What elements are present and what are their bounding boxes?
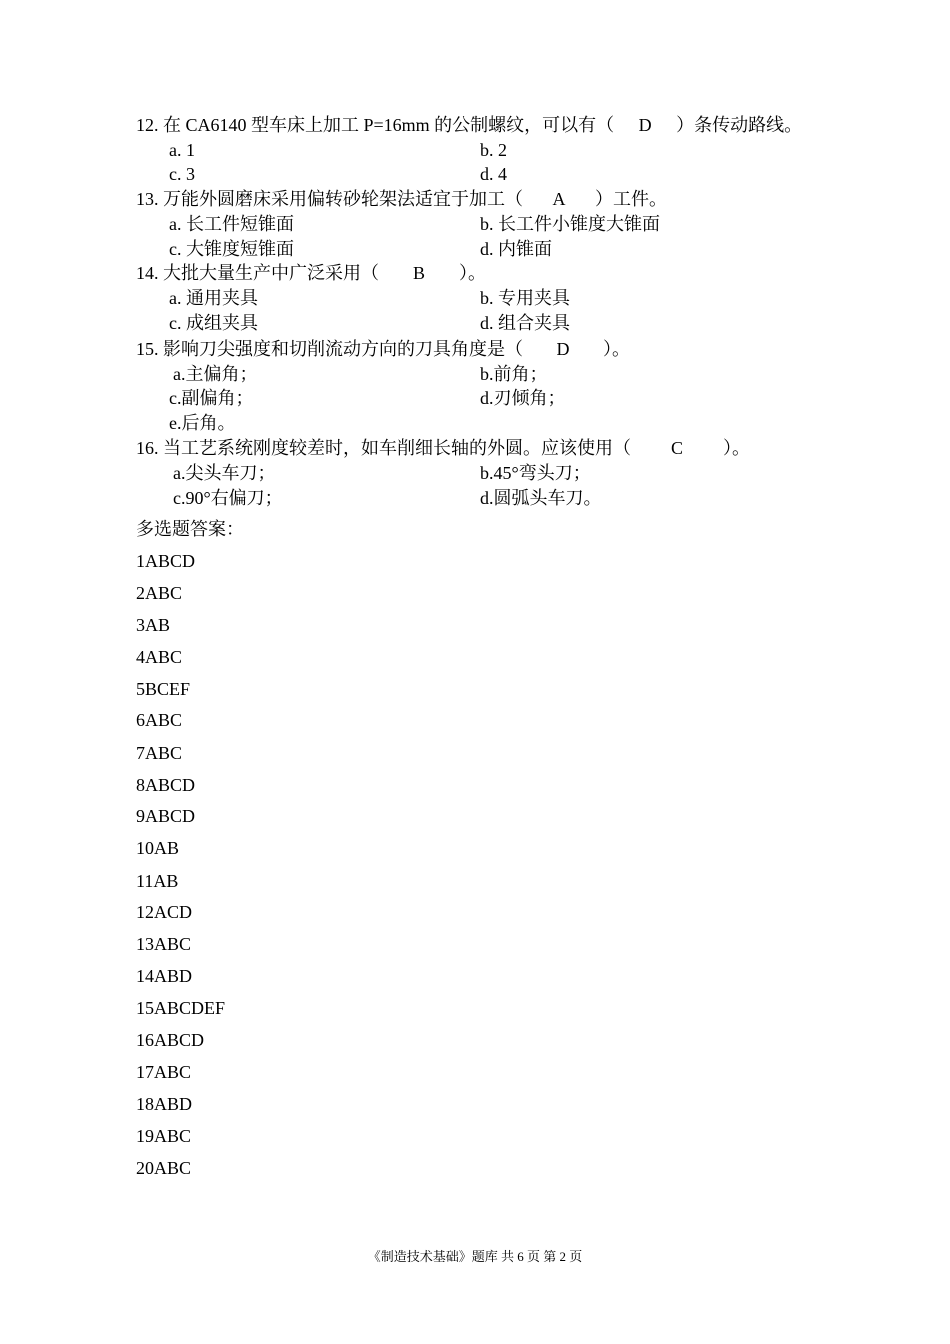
question-15-stem xyxy=(136,338,630,360)
option-c: c. 成组夹具 xyxy=(169,313,258,333)
question-stem-text: 16. 当工艺系统刚度较差时，如车削细长轴的外圆。应该使用（ xyxy=(136,438,631,458)
option-d: d. 内锥面 xyxy=(480,239,552,259)
answer-item: 1ABCD xyxy=(136,551,196,571)
option-b: b.45°弯头刀； xyxy=(480,463,591,483)
answer-item: 12ACD xyxy=(136,902,193,922)
question-stem-tail: ）工件。 xyxy=(595,189,667,209)
answer-item: 17ABC xyxy=(136,1062,192,1082)
answer-item: 9ABCD xyxy=(136,806,196,826)
question-stem-text: 13. 万能外圆磨床采用偏转砂轮架法适宜于加工（ xyxy=(136,189,523,209)
question-answer: D xyxy=(556,339,570,359)
option-c: c. 大锥度短锥面 xyxy=(169,239,294,259)
option-a: a.尖头车刀； xyxy=(173,463,276,483)
question-stem-tail: ）。 xyxy=(603,339,630,359)
option-a: a. 1 xyxy=(169,140,195,160)
answer-item: 5BCEF xyxy=(136,679,191,699)
answer-item: 15ABCDEF xyxy=(136,998,226,1018)
question-13-stem xyxy=(136,188,667,210)
option-d: d.圆弧头车刀。 xyxy=(480,488,602,508)
option-b: b. 专用夹具 xyxy=(480,288,570,308)
question-stem-text: 14. 大批大量生产中广泛采用（ xyxy=(136,263,379,283)
option-b: b. 长工件小锥度大锥面 xyxy=(480,214,660,234)
answer-item: 7ABC xyxy=(136,743,183,763)
answer-item: 6ABC xyxy=(136,710,183,730)
answer-item: 3AB xyxy=(136,615,171,635)
question-answer: B xyxy=(412,263,425,283)
answer-item: 2ABC xyxy=(136,583,183,603)
question-12-stem xyxy=(136,114,802,136)
option-c: c. 3 xyxy=(169,164,195,184)
answer-item: 16ABCD xyxy=(136,1030,205,1050)
option-b: b.前角； xyxy=(480,364,548,384)
option-d: d.刃倾角； xyxy=(480,388,566,408)
multi-answers-heading: 多选题答案： xyxy=(136,519,244,539)
page-footer: 《制造技术基础》题库 共 6 页 第 2 页 xyxy=(367,1249,583,1264)
question-stem-tail: ）条传动路线。 xyxy=(676,115,803,135)
answer-item: 18ABD xyxy=(136,1094,193,1114)
answer-item: 20ABC xyxy=(136,1158,192,1178)
answer-item: 14ABD xyxy=(136,966,193,986)
question-answer: C xyxy=(670,438,683,458)
option-c: c.90°右偏刀； xyxy=(173,488,283,508)
question-stem-text: 15. 影响刀尖强度和切削流动方向的刀具角度是（ xyxy=(136,339,523,359)
option-a: a.主偏角； xyxy=(173,364,258,384)
answer-item: 19ABC xyxy=(136,1126,192,1146)
question-stem-text: 12. 在 CA6140 型车床上加工 P=16mm 的公制螺纹，可以有（ xyxy=(136,115,615,135)
question-stem-tail: ）。 xyxy=(459,263,486,283)
question-16-stem xyxy=(136,437,750,459)
option-a: a. 通用夹具 xyxy=(169,288,258,308)
question-stem-tail: ）。 xyxy=(723,438,750,458)
answer-item: 8ABCD xyxy=(136,775,196,795)
answer-item: 11AB xyxy=(136,871,179,891)
question-answer: D xyxy=(638,115,652,135)
answer-item: 13ABC xyxy=(136,934,192,954)
option-b: b. 2 xyxy=(480,140,507,160)
answer-item: 10AB xyxy=(136,838,180,858)
question-14-stem xyxy=(136,262,486,284)
question-answer: A xyxy=(552,189,566,209)
option-d: d. 4 xyxy=(480,164,507,184)
option-e: e.后角。 xyxy=(169,413,236,433)
option-a: a. 长工件短锥面 xyxy=(169,214,294,234)
option-c: c.副偏角； xyxy=(169,388,254,408)
answer-item: 4ABC xyxy=(136,647,183,667)
option-d: d. 组合夹具 xyxy=(480,313,570,333)
